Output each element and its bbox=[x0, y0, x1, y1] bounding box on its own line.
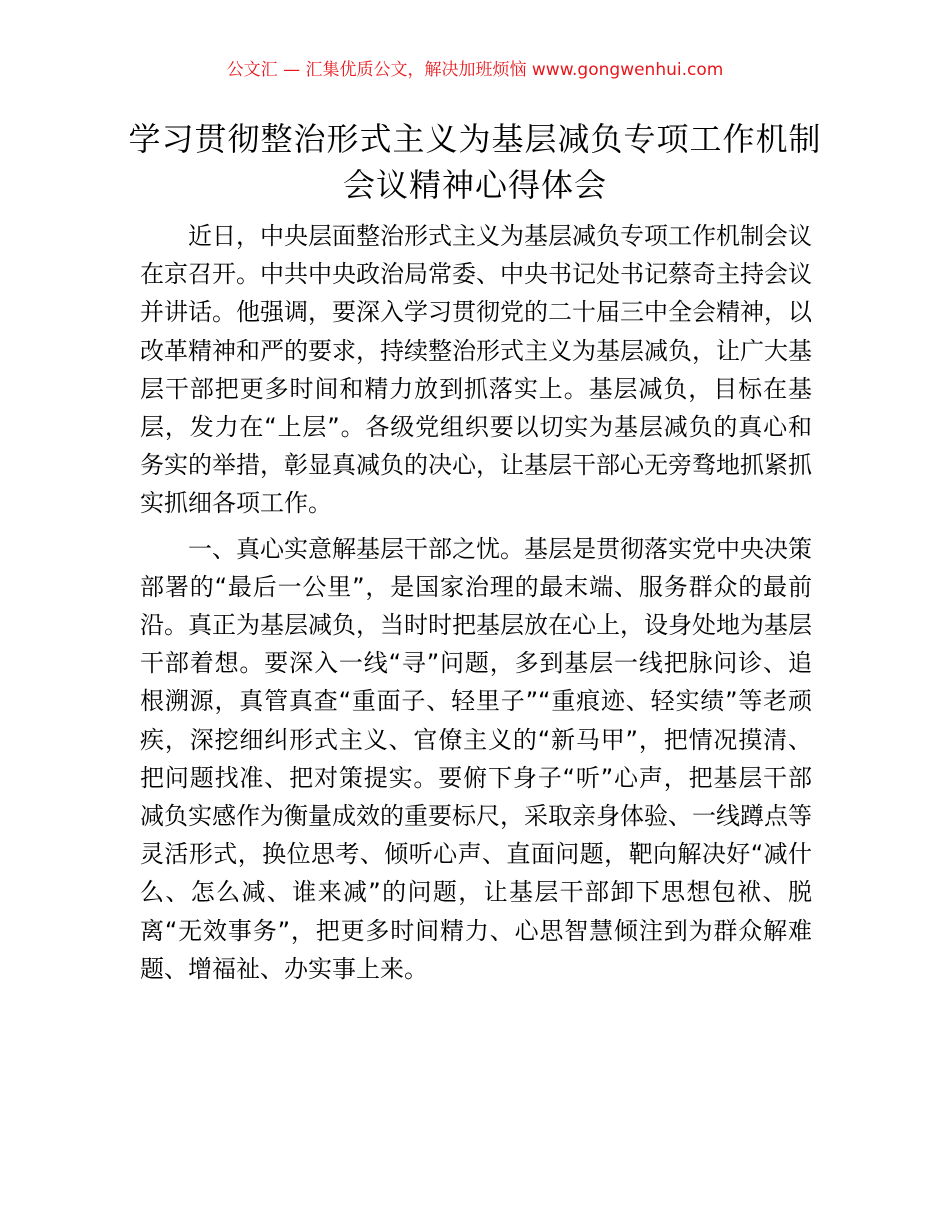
document-title: 学习贯彻整治形式主义为基层减负专项工作机制会议精神心得体会 bbox=[128, 120, 822, 204]
paragraph-intro: 近日，中央层面整治形式主义为基层减负专项工作机制会议在京召开。中共中央政治局常委、中央书记处书记蔡奇主持会议并讲话。他强调，要深入学习贯彻党的二十届三中全会精神，以改革精神和严的要求，持续整治形式主义为基层减负，让广大基层干部把更多时间和精力放到抓落实上。基层减负，目标在基层，发力在“上层”。各级党组织要以切实为基层减负的真心和务实的举措，彰显真减负的决心，让基层干部心无旁骛地抓紧抓实抓细各项工作。 bbox=[140, 222, 812, 518]
header-banner: 公文汇 — 汇集优质公文，解决加班烦恼 www.gongwenhui.com bbox=[226, 60, 724, 80]
document-body bbox=[140, 217, 812, 995]
paragraph-section-1: 一、真心实意解基层干部之忧。基层是贯彻落实党中央决策部署的“最后一公里”，是国家治理的最末端、服务群众的最前沿。真正为基层减负，当时时把基层放在心上，设身处地为基层干部着想。要深入一线“寻”问题，多到基层一线把脉问诊、追根溯源，真管真查“重面子、轻里子”“重痕迹、轻实绩”等老顽疾，深挖细纠形式主义、官僚主义的“新马甲”，把情况摸清、把问题找准、把对策提实。要俯下身子“听”心声，把基层干部减负实感作为衡量成效的重要标尺，采取亲身体验、一线蹲点等灵活形式，换位思考、倾听心声、直面问题，靶向解决好“减什么、怎么减、谁来减”的问题，让基层干部卸下思想包袱、脱离“无效事务”，把更多时间精力、心思智慧倾注到为群众解难题、增福祉、办实事上来。 bbox=[140, 534, 812, 983]
